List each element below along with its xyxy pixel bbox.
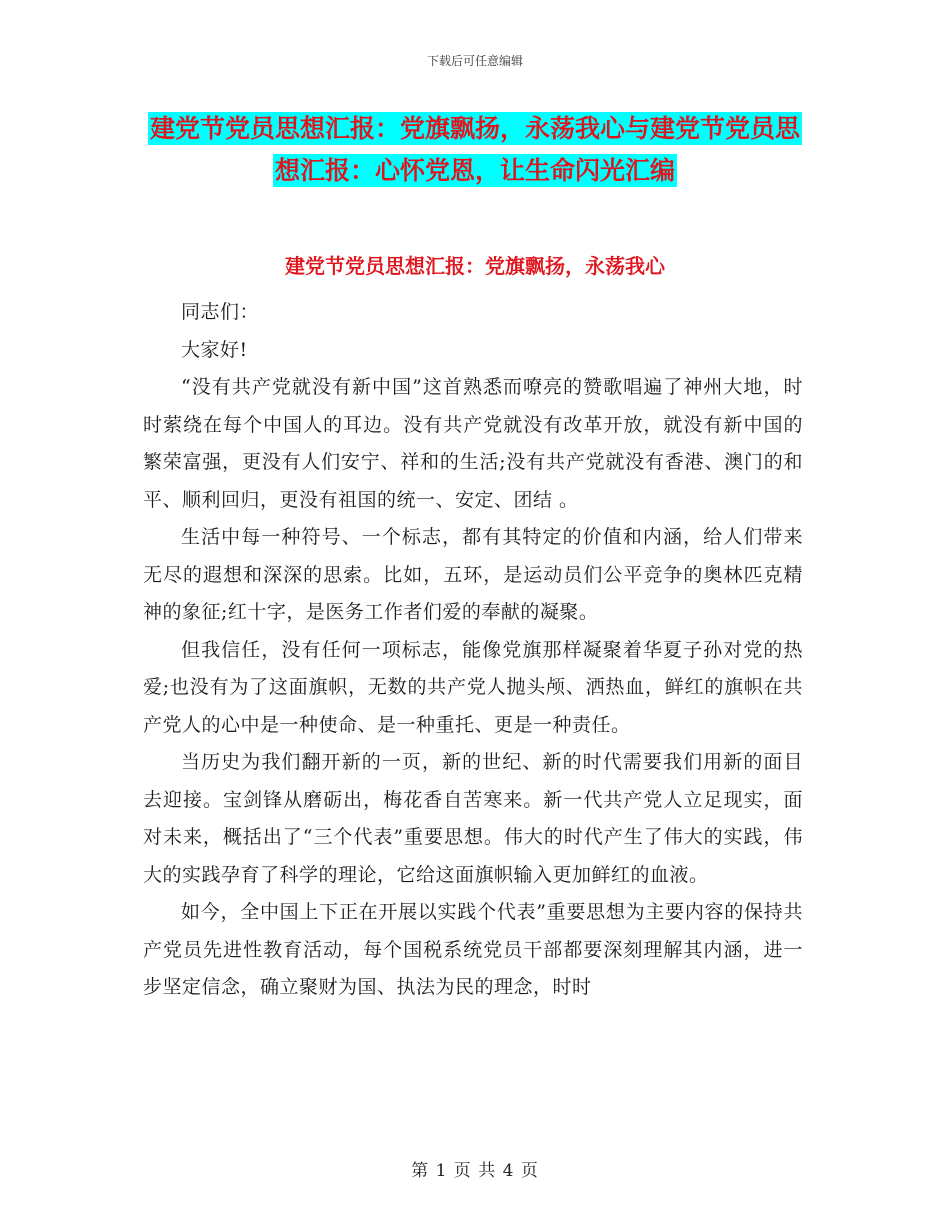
- paragraph: 如今，全中国上下正在开展以实践个代表”重要思想为主要内容的保持共产党员先进性教育活动，每个国税系统党员干部都要深刻理解其内涵，进一步坚定信念，确立聚财为国、执法为民的理念，时时: [143, 901, 803, 998]
- paragraph: 生活中每一种符号、一个标志，都有其特定的价值和内涵，给人们带来无尽的遐想和深深的思索。比如，五环，是运动员们公平竞争的奥林匹克精神的象征;红十字，是医务工作者们爱的奉献的凝聚。: [143, 526, 803, 623]
- page-footer: 第 1 页 共 4 页: [411, 1161, 539, 1181]
- paragraph: 大家好!: [181, 338, 248, 361]
- body-text: [143, 294, 803, 1007]
- header-note: 下载后可任意编辑: [426, 54, 523, 68]
- paragraph: 同志们：: [181, 301, 260, 323]
- section-title: 建党节党员思想汇报：党旗飘扬，永荡我心: [285, 254, 665, 278]
- paragraph: 但我信任，没有任何一项标志，能像党旗那样凝聚着华夏子孙对党的热爱;也没有为了这面旗帜，无数的共产党人抛头颅、洒热血，鲜红的旗帜在共产党人的心中是一种使命、是一种重托、更是一种责任。: [143, 638, 803, 736]
- paragraph: 当历史为我们翻开新的一页，新的世纪、新的时代需要我们用新的面目去迎接。宝剑锋从磨砺出，梅花香自苦寒来。新一代共产党人立足现实，面对未来，概括出了“三个代表”重要思想。伟大的时代产生了伟大的实践，伟大的实践孕育了科学的理论，它给这面旗帜输入更加鲜红的血液。: [143, 751, 803, 886]
- document-title: [140, 108, 810, 192]
- paragraph: “没有共产党就没有新中国”这首熟悉而嘹亮的赞歌唱遍了神州大地，时时萦绕在每个中国人的耳边。没有共产党就没有改革开放，就没有新中国的繁荣富强，更没有人们安宁、祥和的生活;没有共产党就没有香港、澳门的和平、顺利回归，更没有祖国的统一、安定、团结 。: [143, 376, 803, 511]
- document-title-text: 建党节党员思想汇报：党旗飘扬，永荡我心与建党节党员思想汇报：心怀党恩，让生命闪光汇编: [149, 114, 800, 185]
